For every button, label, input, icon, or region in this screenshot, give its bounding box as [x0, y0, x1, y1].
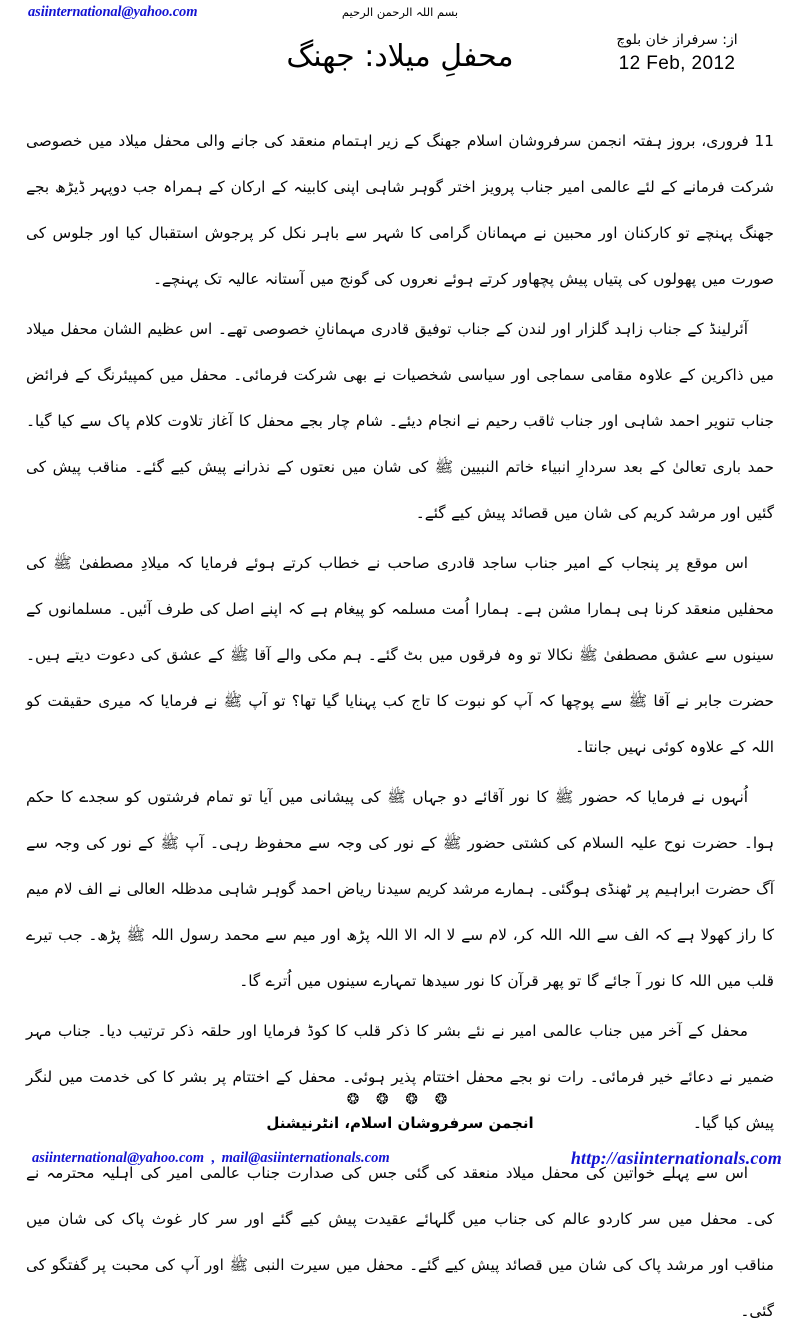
- footer-email-separator: ,: [211, 1150, 215, 1166]
- article-paragraph: اس سے پہلے خواتین کی محفل میلاد منعقد کی گئی جس کی صدارت جناب عالمی امیر کی اہلیہ محترمہ نے کی۔ محفل میں سر کاردو عالم کی جناب میں گلہائے عقیدت پیش کیے گئے اور سر کار غوث پاک کی شان میں مناقب اور مرشد پاک کی شان میں قصائد پیش کیے گئے۔ محفل میں سیرت النبی ﷺ اور آپ کی محبت پر گفتگو کی گئی۔: [26, 1164, 774, 1320]
- page-title: محفلِ میلاد: جھنگ: [286, 39, 514, 74]
- byline-date: 12 Feb, 2012: [618, 53, 736, 74]
- organization-name: انجمن سرفروشان اسلام، انٹرنیشنل: [266, 1114, 534, 1132]
- document-header: [0, 0, 800, 118]
- footer-contacts: [0, 1150, 800, 1180]
- article-paragraph: محفل کے آخر میں جناب عالمی امیر نے نئے بشر کا ذکر قلب کا کوڈ فرمایا اور حلقہ ذکر ترتیب دیا۔ جناب مہر ضمیر نے دعائے خیر فرمائی۔ رات نو بجے محفل اختتام پذیر ہوئی۔ محفل کے اختتام پر بشر کا کی خدمت میں لنگر پیش کیا گیا۔: [26, 1022, 774, 1132]
- article-paragraph: 11 فروری، بروز ہفتہ انجمن سرفروشان اسلام جھنگ کے زیر اہتمام منعقد کی جانے والی محفل میلاد میں خصوصی شرکت فرمانے کے لئے عالمی امیر جناب پرویز اختر گوہر شاہی اپنی کابینہ کے ارکان کے ہمراہ جب دوپہر ڈیڑھ بجے جھنگ پہنچے تو کارکنان اور محبین نے مہمانان گرامی کا شہر سے باہر نکل کر پرجوش استقبال کیا اور جلوس کی صورت میں پھولوں کی پتیاں پیش پچھاور کرتے ہوئے نعروں کی گونج میں آستانہ عالیہ تک پہنچے۔: [26, 132, 774, 288]
- article-paragraph: اُنہوں نے فرمایا کہ حضور ﷺ کا نور آقائے دو جہاں ﷺ کی پیشانی میں آیا تو تمام فرشتوں کو سجدے کا حکم ہوا۔ حضرت نوح علیہ السلام کی کشتی حضور ﷺ کے نور کی وجہ سے محفوظ رہی۔ آپ ﷺ کے نور کی وجہ سے آگ حضرت ابراہیم پر ٹھنڈی ہوگئی۔ ہمارے مرشد کریم سیدنا ریاض احمد گوہر شاہی مدظلہ العالی نے الف لام میم کا راز کھولا ہے کہ الف سے اللہ اللہ کر، لام سے لا الہ الا اللہ پڑھ اور میم سے محمد رسول اللہ ﷺ پڑھ۔ جب تیرے قلب میں اللہ کا نور آ جائے گا تو پھر قرآن کا نور سیدھا تمہارے سینوں میں اُترے گا۔: [26, 788, 774, 990]
- footer-email-secondary[interactable]: mail@asiinternationals.com: [221, 1150, 390, 1166]
- byline-author: از: سرفراز خان بلوچ: [616, 32, 738, 48]
- article-paragraph: آئرلینڈ کے جناب زاہد گلزار اور لندن کے جناب توفیق قادری مہمانانِ خصوصی تھے۔ اس عظیم الشان محفل میلاد میں ذاکرین کے علاوہ مقامی سماجی اور سیاسی شخصیات نے بھی شرکت فرمائی۔ محفل میں کمپیئرنگ کے فرائض جناب تنویر احمد شاہی اور جناب ثاقب رحیم نے انجام دیئے۔ شام چار بجے محفل کا آغاز تلاوت کلام پاک سے کیا گیا۔ حمد باری تعالیٰ کے بعد سردارِ انبیاء خاتم النبیین ﷺ کی شان میں نعتوں کے نذرانے پیش کیے گئے۔ مناقب پیش کی گئیں اور مرشد کریم کی شان میں قصائد پیش کیے گئے۔: [26, 320, 774, 522]
- diamond-ornament-icon: ❂ ❂ ❂ ❂: [346, 1090, 454, 1108]
- footer-website-link[interactable]: http://asiinternationals.com: [570, 1148, 782, 1168]
- footer-email-group: [32, 1150, 390, 1167]
- header-email-link[interactable]: asiinternational@yahoo.com: [28, 4, 198, 20]
- bismillah-text: بسم اللہ الرحمن الرحیم: [341, 5, 459, 19]
- document-footer: [0, 1088, 800, 1200]
- article-paragraph: اس موقع پر پنجاب کے امیر جناب ساجد قادری صاحب نے خطاب کرتے ہوئے فرمایا کہ میلادِ مصطفیٰ ﷺ کی محفلیں منعقد کرنا ہی ہمارا مشن ہے۔ ہمارا اُمت مسلمہ کو پیغام ہے کہ اپنے اصل کی طرف آئیں۔ مسلمانوں کے سینوں سے عشق مصطفیٰ ﷺ نکالا تو وہ فرقوں میں بٹ گئے۔ ہم مکی والے آقا ﷺ کے عشق کی دعوت دیتے ہیں۔ حضرت جابر نے آقا ﷺ سے پوچھا کہ آپ کو نبوت کا تاج کب پہنایا گیا تھا؟ تو آپ ﷺ نے فرمایا کہ میری حقیقت کو اللہ کے علاوہ کوئی نہیں جانتا۔: [26, 554, 774, 756]
- byline: [572, 30, 782, 76]
- footer-email-primary[interactable]: asiinternational@yahoo.com: [32, 1150, 204, 1166]
